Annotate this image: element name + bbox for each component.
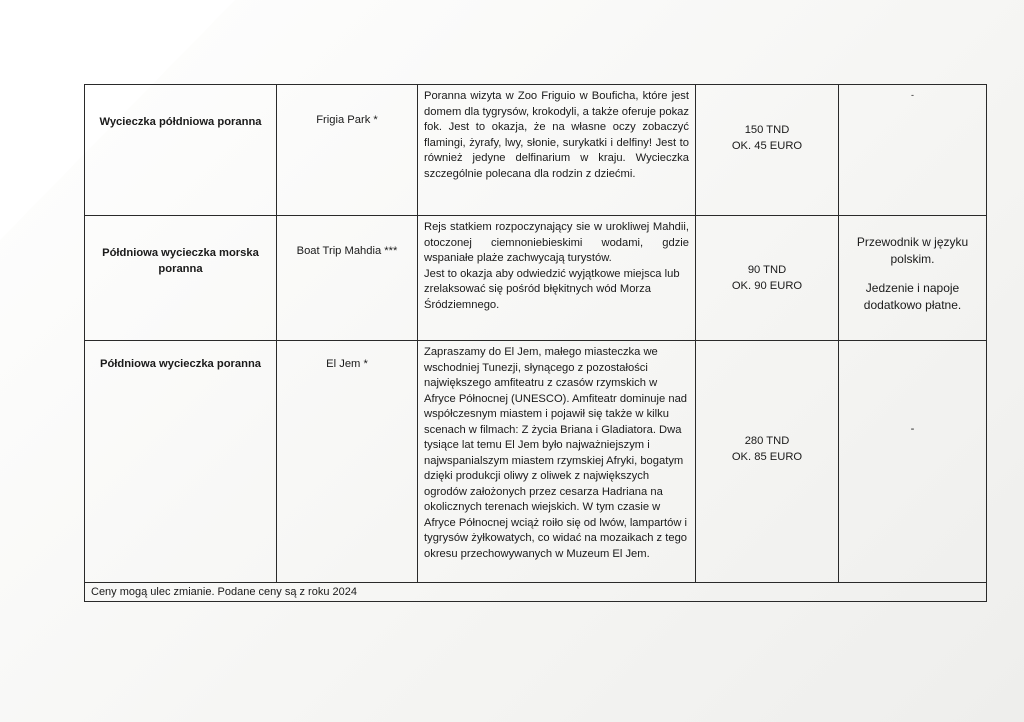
excursion-price-cell <box>696 216 839 341</box>
excursion-name: Półdniowa wycieczka poranna <box>99 358 262 370</box>
price-disclaimer: Ceny mogą ulec zmianie. Podane ceny są z roku 2024 <box>85 583 987 602</box>
price-tnd: 280 TND <box>744 435 790 447</box>
excursions-table <box>84 84 987 602</box>
excursion-description: Poranna wizyta w Zoo Friguio w Bouficha, które jest domem dla tygrysów, krokodyli, a także oferuje pokaz fok. Jest to okazja, że na własne oczy zobaczyć flamingi, żyrafy, lwy, słonie, surykatki i delfiny! Jest to również jedyne delfinarium w kraju. Wycieczka szczególnie polecana dla rodzin z dziećmi. <box>418 85 696 216</box>
excursion-description-part-1: Rejs statkiem rozpoczynający sie w urokliwej Mahdii, otoczonej ciemnoniebieskimi wodami, gdzie wspaniałe plaże zachwycają turystów. <box>424 221 689 264</box>
price-tnd: 150 TND <box>744 124 790 136</box>
excursion-description-cell <box>418 216 696 341</box>
excursion-name: Półdniowa wycieczka morska poranna <box>102 247 259 275</box>
excursion-place-cell <box>277 216 418 341</box>
excursion-name-cell <box>85 85 277 216</box>
table-row <box>85 216 987 341</box>
excursion-place-cell <box>277 85 418 216</box>
excursion-description: Zapraszamy do El Jem, małego miasteczka we wschodniej Tunezji, słynącego z pozostałości największego amfiteatru z czasów rzymskich w Afryce Północnej (UNESCO). Amfiteatr dominuje nad współczesnym miastem i pojawił się także w kilku scenach w filmach: Z życia Briana i Gladiatora. Dwa tysiące lat temu El Jem było najważniejszym i najwspanialszym miastem rzymskiej Afryki, bogatym dzięki produkcji oliwy z oliwek z największych ogrodów założonych przez cesarza Hadriana na okolicznych terenach wiejskich. W tym czasie w Afryce Północnej wciąż roiło się od lwów, lampartów i tygrysów żyłkowatych, co widać na mozaikach z tego okresu przechowywanych w Muzeum El Jem. <box>418 341 696 583</box>
excursion-notes-cell <box>839 85 987 216</box>
excursion-name: Wycieczka półdniowa poranna <box>99 116 262 128</box>
notes-dash: - <box>910 423 915 435</box>
excursion-notes-cell <box>839 341 987 583</box>
excursion-place-cell <box>277 341 418 583</box>
footer-row <box>85 583 987 602</box>
notes-dash: - <box>911 90 914 100</box>
excursion-place: Frigia Park * <box>316 114 378 126</box>
table-row <box>85 85 987 216</box>
price-eur: OK. 85 EURO <box>731 450 803 463</box>
excursion-description-part-2: Jest to okazja aby odwiedzić wyjątkowe miejsca lub zrelaksować się pośród błękitnych wód Morza Śródziemnego. <box>424 267 680 311</box>
food-note: Jedzenie i napoje dodatkowo płatne. <box>863 281 962 312</box>
guide-note: Przewodnik w języku polskim. <box>856 235 969 266</box>
excursion-place: Boat Trip Mahdia *** <box>296 245 398 257</box>
excursion-name-cell <box>85 341 277 583</box>
excursion-place: El Jem * <box>326 358 368 370</box>
price-eur: OK. 90 EURO <box>731 279 803 292</box>
price-eur: OK. 45 EURO <box>731 139 803 152</box>
excursion-notes-cell <box>839 216 987 341</box>
excursion-price-cell <box>696 341 839 583</box>
table-row <box>85 341 987 583</box>
excursion-price-cell <box>696 85 839 216</box>
excursion-name-cell <box>85 216 277 341</box>
price-tnd: 90 TND <box>747 264 787 276</box>
